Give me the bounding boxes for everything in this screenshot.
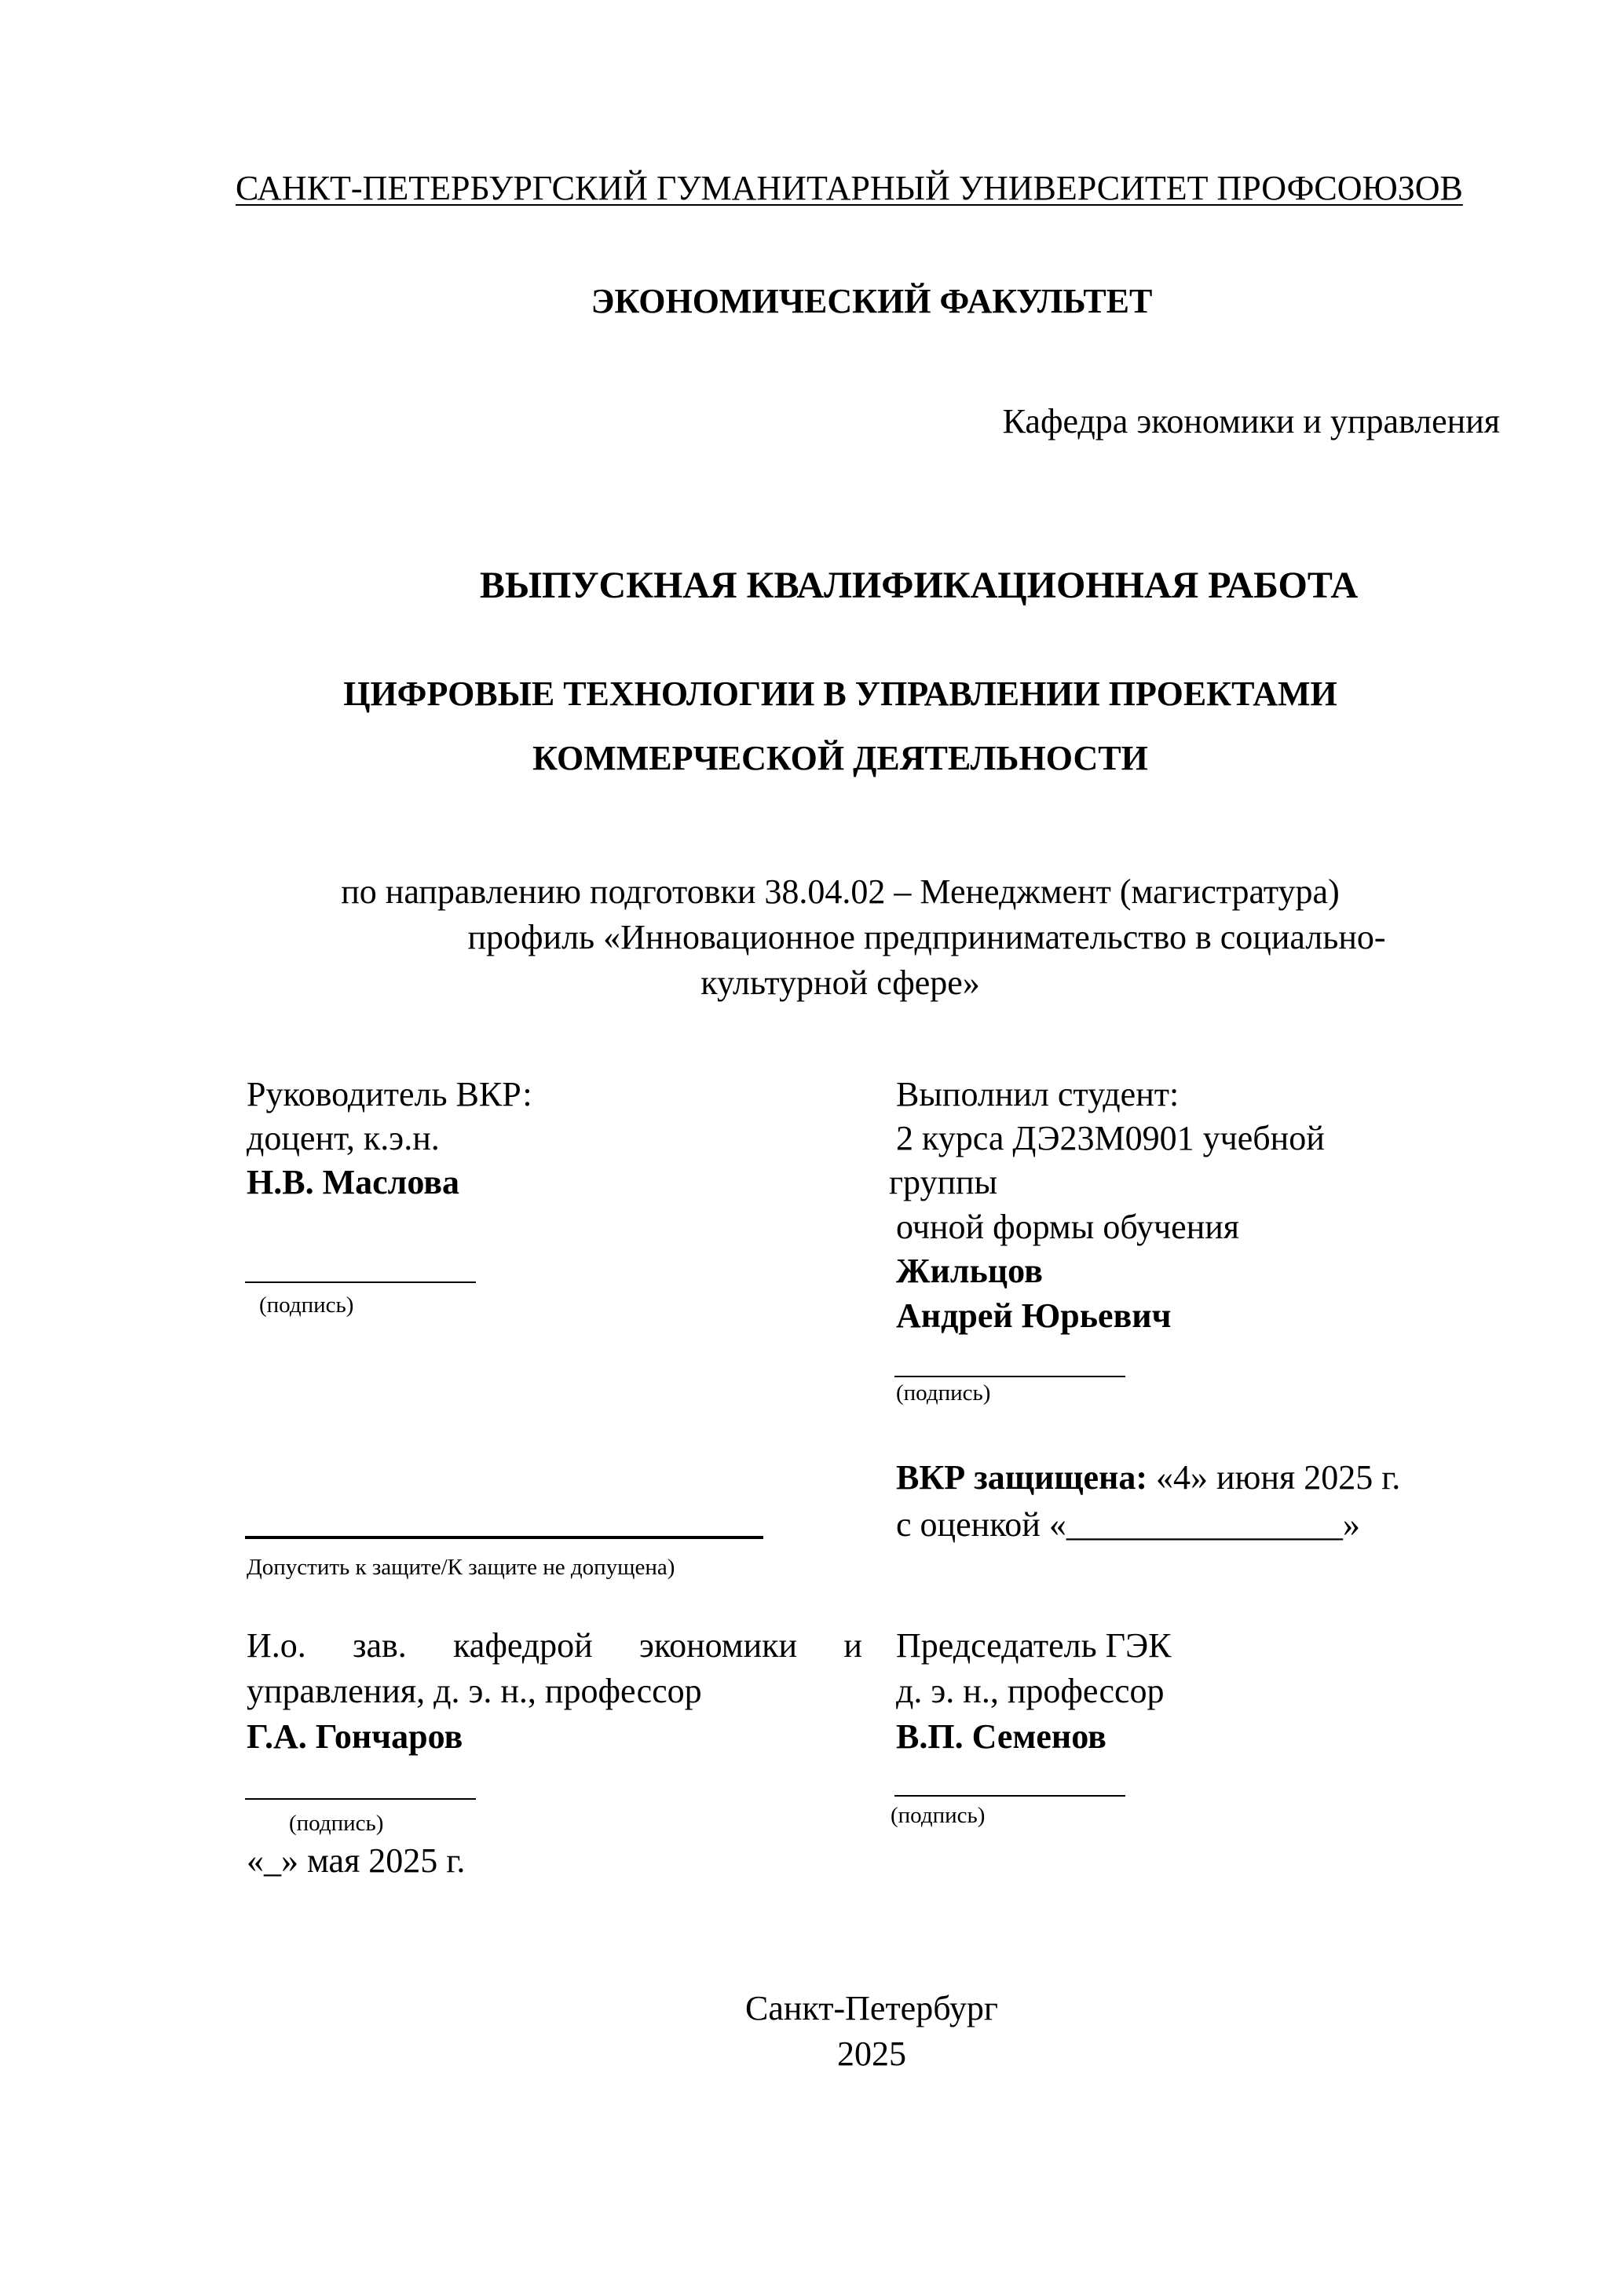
footer-year: 2025 [837, 2035, 906, 2073]
student-role: Выполнил студент: [896, 1075, 1180, 1113]
head-signature-caption: (подпись) [289, 1811, 384, 1836]
grade-blank: ________________ [1066, 1505, 1343, 1544]
supervisor-signature-line [245, 1281, 476, 1283]
student-surname: Жильцов [896, 1252, 1043, 1290]
defense-label: ВКР защищена: [896, 1458, 1147, 1497]
student-given-names: Андрей Юрьевич [896, 1296, 1172, 1335]
admission-caption: Допустить к защите/К защите не допущена) [247, 1555, 675, 1580]
supervisor-name: Н.В. Маслова [247, 1163, 459, 1201]
student-signature-line [894, 1376, 1125, 1377]
head-date: «_» мая 2025 г. [247, 1841, 466, 1880]
work-type: ВЫПУСКНАЯ КВАЛИФИКАЦИОННАЯ РАБОТА [479, 565, 1359, 606]
head-role-word: И.о. [247, 1626, 306, 1665]
head-role-word: зав. [353, 1626, 407, 1665]
grade-prefix: с оценкой « [896, 1505, 1066, 1544]
gek-chair-signature-caption: (подпись) [891, 1803, 986, 1828]
head-role-word: экономики [639, 1626, 798, 1665]
head-role-line-1 [247, 1626, 862, 1665]
gek-chair-role: Председатель ГЭК [896, 1626, 1172, 1665]
student-course-line-2: группы [889, 1163, 998, 1201]
admission-signature-line [245, 1536, 763, 1539]
gek-chair-degree: д. э. н., профессор [896, 1672, 1165, 1710]
head-name: Г.А. Гончаров [247, 1717, 463, 1756]
work-title-line-1: ЦИФРОВЫЕ ТЕХНОЛОГИИ В УПРАВЛЕНИИ ПРОЕКТАМИ [343, 675, 1337, 713]
supervisor-signature-caption: (подпись) [259, 1292, 354, 1318]
student-study-form: очной формы обучения [896, 1208, 1240, 1246]
work-title-line-2: КОММЕРЧЕСКОЙ ДЕЯТЕЛЬНОСТИ [532, 739, 1148, 777]
direction-line-2: профиль «Инновационное предпринимательство в социально- [467, 918, 1386, 956]
supervisor-degree: доцент, к.э.н. [247, 1119, 440, 1157]
gek-chair-name: В.П. Семенов [896, 1717, 1106, 1756]
defense-date: «4» июня 2025 г. [1147, 1458, 1401, 1497]
direction-line-3: культурной сфере» [700, 963, 980, 1002]
direction-line-1: по направлению подготовки 38.04.02 – Менеджмент (магистратура) [341, 872, 1340, 911]
university-name: САНКТ-ПЕТЕРБУРГСКИЙ ГУМАНИТАРНЫЙ УНИВЕРСИТЕТ ПРОФСОЮЗОВ [236, 169, 1463, 207]
student-course-line-1: 2 курса ДЭ23М0901 учебной [896, 1119, 1325, 1157]
gek-chair-signature-line [894, 1795, 1125, 1797]
defense-result [896, 1458, 1401, 1497]
defense-grade [896, 1505, 1360, 1544]
supervisor-role: Руководитель ВКР: [247, 1075, 532, 1113]
head-role-word: и [843, 1626, 862, 1665]
department-name: Кафедра экономики и управления [1002, 402, 1500, 441]
head-signature-line [245, 1798, 476, 1800]
head-role-word: кафедрой [453, 1626, 593, 1665]
faculty-name: ЭКОНОМИЧЕСКИЙ ФАКУЛЬТЕТ [591, 282, 1153, 320]
student-signature-caption: (подпись) [896, 1380, 991, 1406]
grade-suffix: » [1342, 1505, 1360, 1544]
footer-city: Санкт-Петербург [745, 1989, 998, 2027]
head-role-line-2: управления, д. э. н., профессор [247, 1672, 702, 1710]
